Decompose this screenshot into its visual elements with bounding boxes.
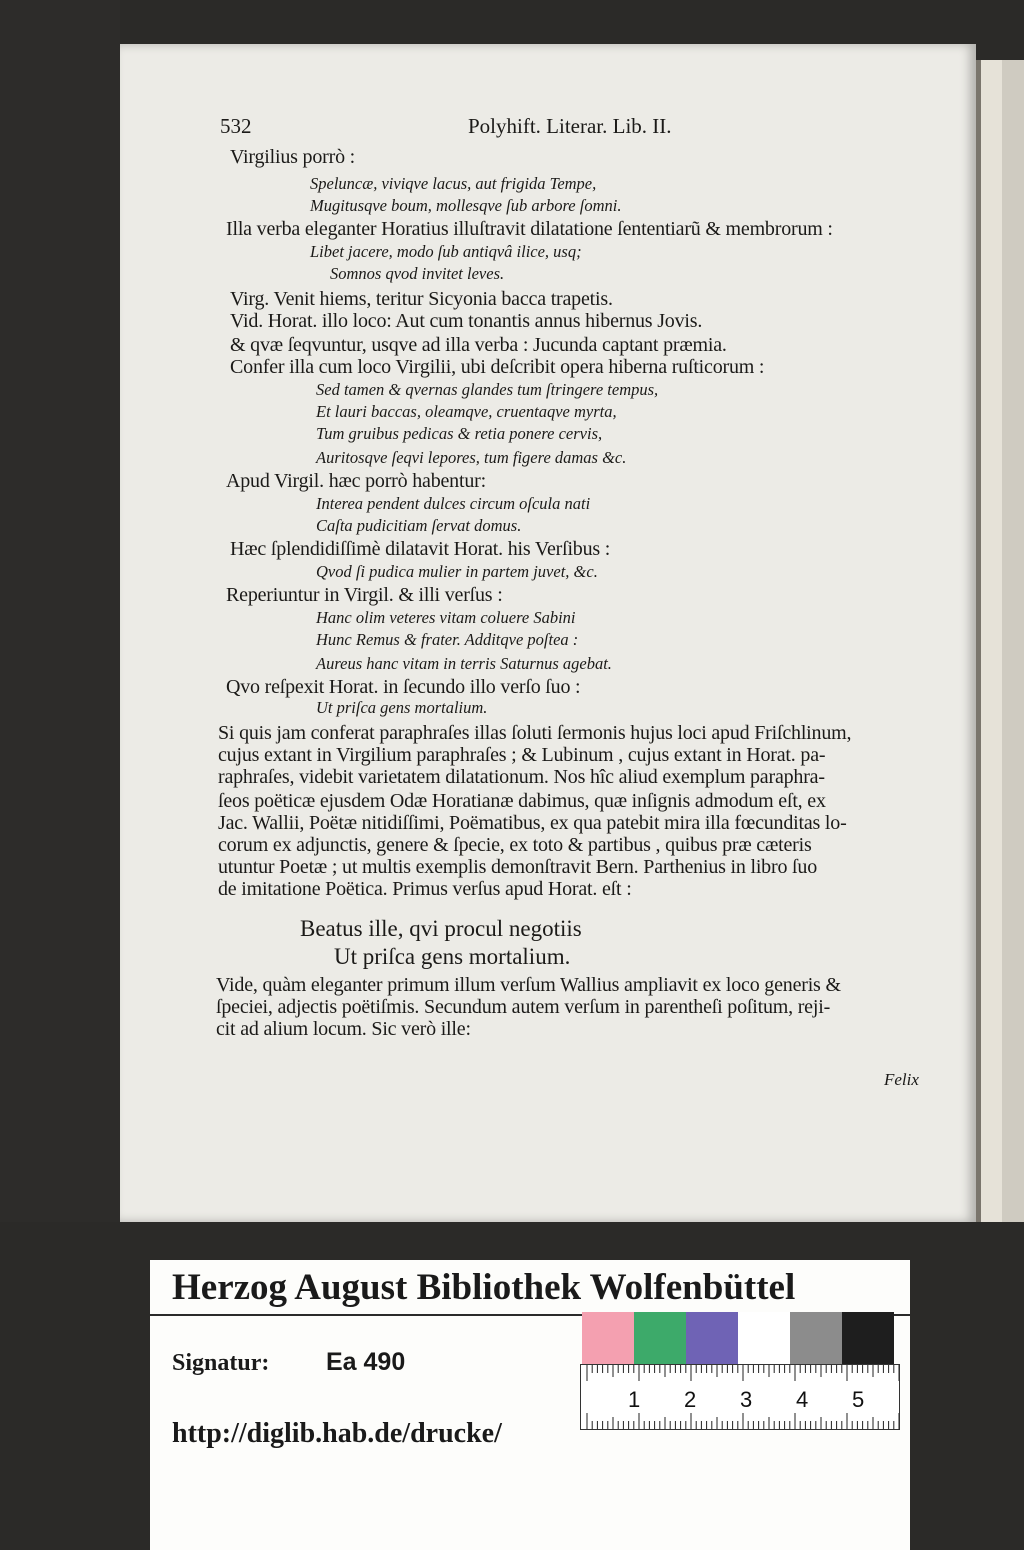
- text-line: Ut priſca gens mortalium.: [334, 944, 571, 969]
- text-line: & qvæ ſeqvuntur, usqve ad illa verba : Jucunda captant præmia.: [230, 334, 727, 356]
- text-line: Caſta pudicitiam ſervat domus.: [316, 516, 522, 535]
- ruler-number: 2: [684, 1387, 697, 1412]
- library-card: [150, 1260, 910, 1550]
- swatch-green: [634, 1312, 686, 1366]
- book-page: [120, 44, 976, 1222]
- source-url: http://diglib.hab.de/drucke/: [172, 1418, 502, 1449]
- text-line: Speluncæ, viviqve lacus, aut frigida Tempe,: [310, 174, 597, 193]
- signature-value: Ea 490: [326, 1348, 406, 1376]
- ruler-number: 5: [852, 1387, 865, 1412]
- text-line: Si quis jam conferat paraphraſes illas ſoluti ſermonis hujus loci apud Friſchlinum,: [218, 722, 852, 744]
- swatch-white: [738, 1312, 790, 1366]
- text-line: Jac. Wallii, Poëtæ nitidiſſimi, Poëmatibus, ex qua patebit mira illa fœcunditas lo-: [218, 812, 847, 834]
- ruler-number: 4: [796, 1387, 809, 1412]
- page-number: 532: [220, 114, 252, 138]
- text-line: Qvo reſpexit Horat. in ſecundo illo verſo ſuo :: [226, 676, 581, 698]
- facing-page-edge: [975, 60, 1024, 1230]
- text-line: Hunc Remus & frater. Additqve poſtea :: [316, 630, 579, 649]
- text-line: Somnos qvod invitet leves.: [330, 264, 505, 283]
- text-line: Mugitusqve boum, mollesqve ſub arbore ſomni.: [310, 196, 622, 215]
- text-line: cujus extant in Virgilium paraphraſes ; & Lubinum , cujus extant in Horat. pa-: [218, 744, 826, 766]
- swatch-black: [842, 1312, 894, 1366]
- signature-label: Signatur:: [172, 1350, 270, 1376]
- text-line: raphraſes, videbit varietatem dilatationum. Nos hîc aliud exemplum paraphra-: [218, 766, 825, 788]
- text-line: ſpeciei, adjectis poëtiſmis. Secundum autem verſum in parentheſi poſitum, reji-: [216, 996, 831, 1018]
- ruler-number: 3: [740, 1387, 753, 1412]
- running-head: Polyhift. Literar. Lib. II.: [468, 114, 672, 138]
- text-line: corum ex adjunctis, genere & ſpecie, ex toto & partibus , quibus præ cæteris: [218, 834, 812, 856]
- text-line: Libet jacere, modo ſub antiqvâ ilice, usq;: [310, 242, 582, 261]
- text-line: Virgilius porrò :: [230, 146, 356, 168]
- text-line: Aureus hanc vitam in terris Saturnus agebat.: [316, 654, 612, 673]
- text-line: Et lauri baccas, oleamqve, cruentaqve myrta,: [316, 402, 617, 421]
- text-line: Apud Virgil. hæc porrò habentur:: [226, 470, 486, 492]
- swatch-pink: [582, 1312, 634, 1366]
- text-line: Confer illa cum loco Virgilii, ubi deſcribit opera hiberna ruſticorum :: [230, 356, 765, 378]
- text-line: Auritosqve ſeqvi lepores, tum figere damas &c.: [316, 448, 627, 467]
- text-line: Sed tamen & qvernas glandes tum ſtringere tempus,: [316, 380, 659, 399]
- text-line: Interea pendent dulces circum oſcula nati: [316, 494, 591, 513]
- text-line: ſeos poëticæ ejusdem Odæ Horatianæ dabimus, quæ inſignis admodum eſt, ex: [218, 790, 826, 812]
- color-swatches: [582, 1312, 894, 1366]
- ruler-number: 1: [628, 1387, 641, 1412]
- background-left: [0, 0, 120, 1230]
- text-line: utuntur Poetæ ; ut multis exemplis demonſtravit Bern. Parthenius in libro ſuo: [218, 856, 817, 878]
- library-name: Herzog August Bibliothek Wolfenbüttel: [172, 1267, 796, 1308]
- text-line: Hæc ſplendidiſſimè dilatavit Horat. his Verſibus :: [230, 538, 611, 560]
- text-line: Reperiuntur in Virgil. & illi verſus :: [226, 584, 503, 606]
- text-line: Illa verba eleganter Horatius illuſtravit dilatatione ſententiarũ & membrorum :: [226, 218, 833, 240]
- text-line: Ut priſca gens mortalium.: [316, 698, 488, 717]
- text-line: cit ad alium locum. Sic verò ille:: [216, 1018, 471, 1040]
- text-line: Vid. Horat. illo loco: Aut cum tonantis annus hibernus Jovis.: [230, 310, 703, 332]
- text-line: Hanc olim veteres vitam coluere Sabini: [316, 608, 576, 627]
- text-line: Virg. Venit hiems, teritur Sicyonia bacca trapetis.: [230, 288, 613, 310]
- text-line: Vide, quàm eleganter primum illum verſum Wallius ampliavit ex loco generis &: [216, 974, 841, 996]
- swatch-gray: [790, 1312, 842, 1366]
- text-line: de imitatione Poëtica. Primus verſus apud Horat. eſt :: [218, 878, 632, 900]
- swatch-violet: [686, 1312, 738, 1366]
- text-line: Beatus ille, qvi procul negotiis: [300, 916, 582, 941]
- catchword: Felix: [884, 1070, 919, 1089]
- text-line: Tum gruibus pedicas & retia ponere cervis,: [316, 424, 603, 443]
- scale-ruler: [580, 1364, 900, 1430]
- text-line: Qvod ſi pudica mulier in partem juvet, &c.: [316, 562, 598, 581]
- facing-page-strip: [1002, 60, 1024, 1230]
